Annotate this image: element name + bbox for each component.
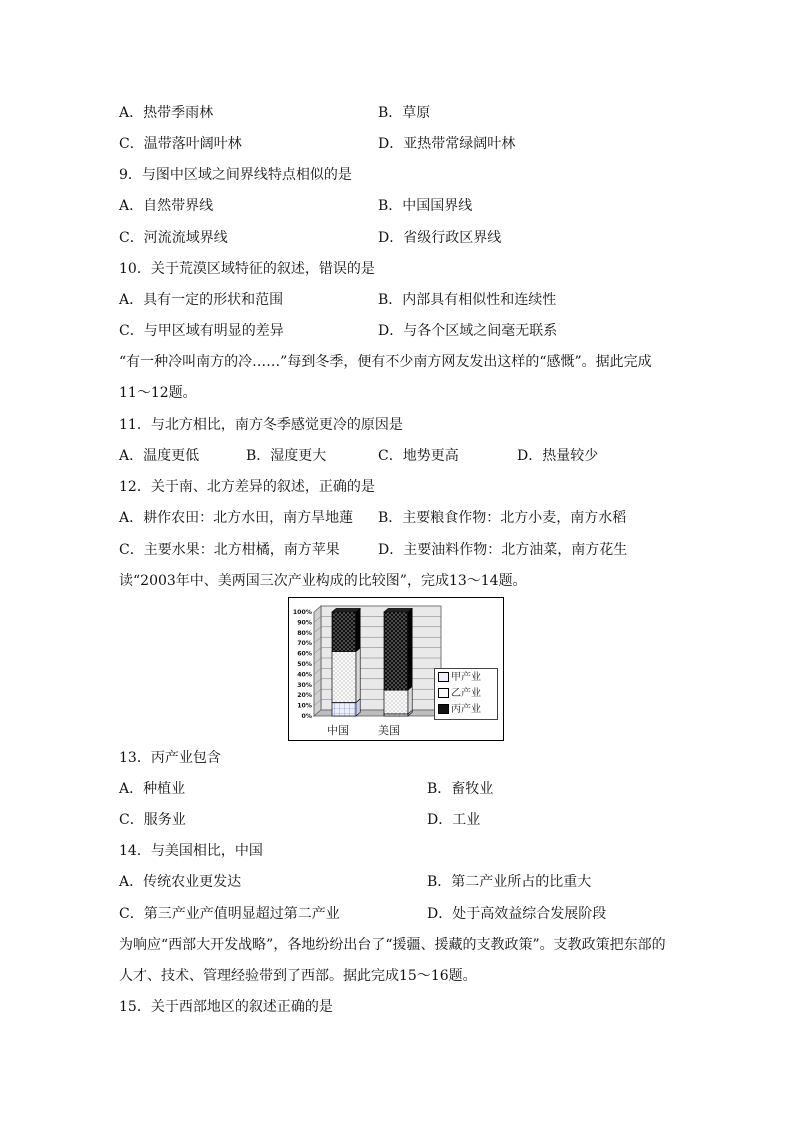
y-tick-label: 50% xyxy=(297,661,312,668)
legend-swatch-tertiary xyxy=(438,704,449,714)
passage-2: 读“2003年中、美两国三次产业构成的比较图”，完成13～14题。 xyxy=(119,573,527,589)
bar-top xyxy=(384,608,412,612)
y-tick-label: 60% xyxy=(297,650,312,658)
passage-1-line-1: “有一种冷叫南方的冷……”每到冬季，便有不少南方网友发出这样的“感慨”。据此完成 xyxy=(119,354,652,370)
bar-segment-side xyxy=(408,686,412,714)
q12-option-a: A．耕作农田：北方水田，南方旱地蓮 xyxy=(119,510,354,526)
q11-stem: 11．与北方相比，南方冬季感觉更冷的原因是 xyxy=(119,417,403,433)
legend-label-primary: 甲产业 xyxy=(451,672,481,683)
q10-option-d: D．与各个区域之间毫无联系 xyxy=(378,323,558,339)
q14-option-c: C．第三产业产值明显超过第二产业 xyxy=(119,906,340,922)
bar-segment xyxy=(384,612,408,690)
bar-segment-side xyxy=(356,648,360,703)
q8-option-c: C．温带落叶阔叶林 xyxy=(119,136,242,152)
passage-3-line-1: 为响应“西部大开发战略”，各地纷纷出台了“援疆、援藏的支教政策”。支教政策把东部的 xyxy=(119,937,666,953)
q9-option-c: C．河流流域界线 xyxy=(119,230,228,246)
q11-option-b: B．湿度更大 xyxy=(246,448,327,464)
q14-option-d: D．处于高效益综合发展阶段 xyxy=(427,906,607,922)
q11-option-c: C．地势更高 xyxy=(378,448,459,464)
industry-structure-chart xyxy=(288,597,504,741)
q9-stem: 9．与图中区域之间界线特点相似的是 xyxy=(119,167,352,183)
bar-segment xyxy=(332,702,356,716)
q8-option-b: B．草原 xyxy=(378,105,431,121)
q8-option-a: A．热带季雨林 xyxy=(119,105,214,121)
legend-label-secondary: 乙产业 xyxy=(451,688,481,699)
q12-stem: 12．关于南、北方差异的叙述，正确的是 xyxy=(119,479,375,495)
q10-stem: 10．关于荒漠区域特征的叙述，错误的是 xyxy=(119,261,375,277)
q11-option-d: D．热量较少 xyxy=(517,448,599,464)
bar-segment xyxy=(384,690,408,714)
legend-item-secondary xyxy=(438,688,481,700)
q9-option-a: A．自然带界线 xyxy=(119,198,214,214)
q13-option-b: B．畜牧业 xyxy=(427,781,494,797)
y-tick-label: 100% xyxy=(292,609,312,616)
q9-option-b: B．中国国界线 xyxy=(378,198,473,214)
legend-item-primary xyxy=(438,672,481,684)
passage-1-line-2: 11～12题。 xyxy=(119,385,197,401)
q11-option-a: A．温度更低 xyxy=(119,448,200,464)
q9-option-d: D．省级行政区界线 xyxy=(378,230,502,246)
q14-option-b: B．第二产业所占的比重大 xyxy=(427,874,592,890)
q13-option-c: C．服务业 xyxy=(119,812,186,828)
bar-segment-side xyxy=(356,608,360,651)
q15-stem: 15．关于西部地区的叙述正确的是 xyxy=(119,999,333,1015)
y-tick-label: 30% xyxy=(297,681,312,689)
q13-option-d: D．工业 xyxy=(427,812,481,828)
chart-legend xyxy=(434,668,498,720)
y-tick-label: 70% xyxy=(297,640,312,648)
q8-option-d: D．亚热带常绿阔叶林 xyxy=(378,136,516,152)
y-tick-label: 40% xyxy=(297,671,312,679)
bar-top xyxy=(332,608,360,612)
bar-segment xyxy=(332,652,356,703)
y-tick-label: 90% xyxy=(297,619,312,627)
q12-option-b: B．主要粮食作物：北方小麦，南方水稻 xyxy=(378,510,627,526)
q14-stem: 14．与美国相比，中国 xyxy=(119,843,263,859)
q12-option-c: C．主要水果：北方柑橘，南方苹果 xyxy=(119,542,340,558)
legend-item-tertiary xyxy=(438,704,481,716)
y-tick-label: 80% xyxy=(297,629,312,637)
y-tick-label: 0% xyxy=(301,713,312,720)
bar-segment xyxy=(332,612,356,652)
legend-label-tertiary: 丙产业 xyxy=(451,704,481,715)
legend-swatch-secondary xyxy=(438,688,449,698)
q14-option-a: A．传统农业更发达 xyxy=(119,874,242,890)
passage-3-line-2: 人才、技术、管理经验带到了西部。据此完成15～16题。 xyxy=(119,968,477,984)
bar-segment-side xyxy=(408,608,412,690)
q13-stem: 13．丙产业包含 xyxy=(119,750,221,766)
q10-option-a: A．具有一定的形状和范围 xyxy=(119,292,284,308)
q13-option-a: A．种植业 xyxy=(119,781,186,797)
q10-option-b: B．内部具有相似性和连续性 xyxy=(378,292,557,308)
legend-swatch-primary xyxy=(438,672,449,682)
y-tick-label: 10% xyxy=(297,702,312,710)
y-tick-label: 20% xyxy=(297,692,312,700)
x-label-usa: 美国 xyxy=(378,724,400,737)
q10-option-c: C．与甲区域有明显的差异 xyxy=(119,323,284,339)
q12-option-d: D．主要油料作物：北方油菜，南方花生 xyxy=(378,542,628,558)
x-label-china: 中国 xyxy=(327,724,349,737)
